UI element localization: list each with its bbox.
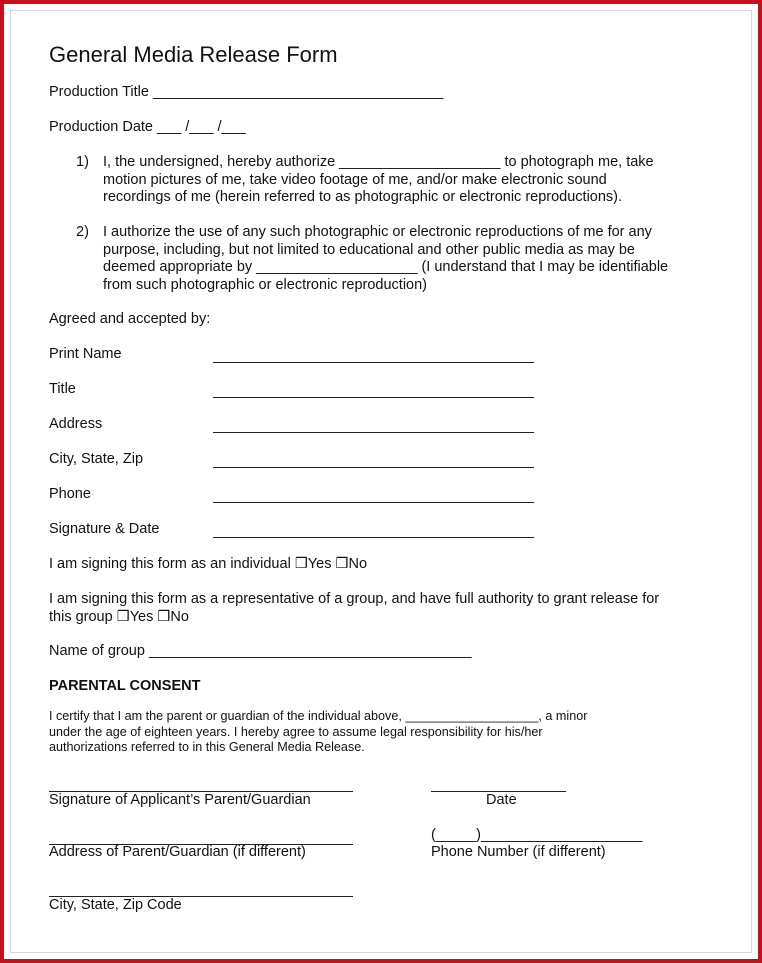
production-date-field[interactable]: Production Date ___ /___ /___ [49,119,246,135]
title-line[interactable] [213,397,534,398]
individual-question[interactable]: I am signing this form as an individual ❒Yes ❒No [49,556,368,572]
address-label: Address [49,416,103,432]
parental-consent-line: authorizations referred to in this General Media Release. [49,740,365,754]
item-2-number: 2) [76,224,89,240]
city-state-zip-label: City, State, Zip [49,451,144,467]
phone-number-label: Phone Number (if different) [431,844,606,860]
print-name-label: Print Name [49,346,122,362]
parental-consent-line: I certify that I am the parent or guardian of the individual above, ___________________, a minor [49,709,588,723]
parental-consent-line: under the age of eighteen years. I hereby agree to assume legal responsibility for his/her [49,724,543,739]
item-1-line: motion pictures of me, take video footage of me, and/or make electronic sound [103,171,607,188]
parent-address-label: Address of Parent/Guardian (if different) [49,844,306,860]
item-1-number: 1) [76,154,89,170]
form-title: General Media Release Form [49,42,338,67]
item-1-line: recordings of me (herein referred to as photographic or electronic reproductions). [103,189,623,205]
signature-date-line[interactable] [213,537,534,538]
item-2-line: I authorize the use of any such photographic or electronic reproductions of me for any [103,224,652,240]
item-2-line: purpose, including, but not limited to educational and other public media as may be [103,241,635,258]
city-state-zip-line[interactable] [213,467,534,468]
group-name-field[interactable]: Name of group ________________________________________ [49,643,472,659]
print-name-line[interactable] [213,362,534,363]
page-inner-border [10,10,752,953]
group-question-line: I am signing this form as a representative of a group, and have full authority to grant release for [49,591,660,607]
signature-date-label: Signature & Date [49,521,160,537]
item-2-line: from such photographic or electronic reproduction) [103,276,427,293]
production-title-field[interactable]: Production Title ____________________________________ [49,84,444,100]
phone-number-blank[interactable]: (_____)____________________ [431,827,643,843]
phone-line[interactable] [213,502,534,503]
phone-label: Phone [49,486,91,502]
date-label: Date [486,792,517,808]
item-2-line: deemed appropriate by ____________________ (I understand that I may be identifiable [103,259,669,275]
parent-signature-label: Signature of Applicant’s Parent/Guardian [49,792,311,808]
title-label: Title [49,381,76,397]
item-1-line: I, the undersigned, hereby authorize ____________________ to photograph me, take [103,154,654,170]
agreed-label: Agreed and accepted by: [49,311,211,327]
city-zip-label: City, State, Zip Code [49,897,182,913]
address-line[interactable] [213,432,534,433]
group-question-line[interactable]: this group ❒Yes ❒No [49,608,189,625]
parental-consent-heading: PARENTAL CONSENT [49,678,201,694]
